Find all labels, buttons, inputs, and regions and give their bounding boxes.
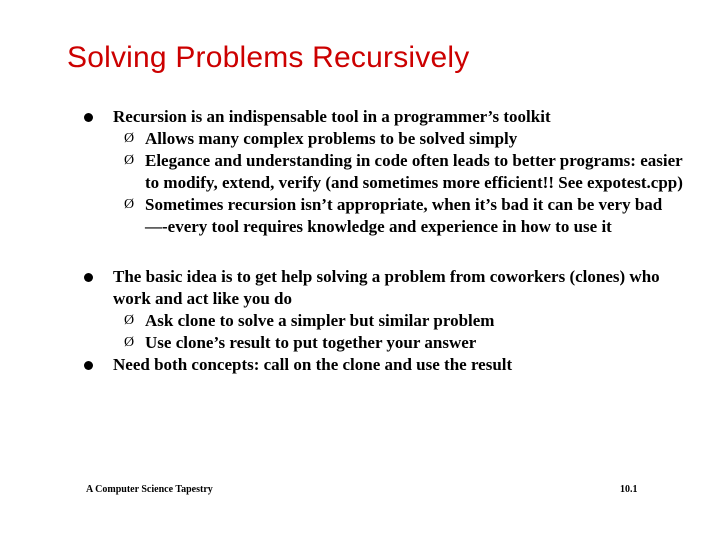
footer-book-title: A Computer Science Tapestry: [86, 484, 213, 495]
arrow-bullet-icon: Ø: [124, 197, 135, 212]
arrow-bullet-icon: Ø: [124, 313, 135, 328]
bullet-text: Need both concepts: call on the clone and use the result: [113, 355, 513, 374]
arrow-bullet-icon: Ø: [124, 335, 135, 350]
bullet-item: [84, 266, 684, 310]
bullet-dot-icon: [84, 273, 93, 282]
footer-slide-number: 10.1: [620, 484, 638, 495]
bullet-dot-icon: [84, 113, 93, 122]
sub-bullet-text: Ask clone to solve a simpler but similar problem: [145, 311, 495, 330]
bullet-dot-icon: [84, 361, 93, 370]
sub-bullet-item: [84, 332, 684, 354]
sub-bullet-item: [84, 310, 684, 332]
bullet-item: [84, 106, 684, 128]
sub-bullet-text: Use clone’s result to put together your answer: [145, 333, 477, 352]
bullet-text: The basic idea is to get help solving a problem from coworkers (clones) who work and act like you do: [113, 267, 660, 308]
bullet-item: [84, 354, 684, 376]
sub-bullet-text: Sometimes recursion isn’t appropriate, when it’s bad it can be very bad—-every tool requires knowledge and experience in how to use it: [145, 195, 663, 236]
slide-title: Solving Problems Recursively: [67, 41, 470, 74]
sub-bullet-item: [84, 128, 684, 150]
sub-bullet-text: Elegance and understanding in code often leads to better programs: easier to modify, extend, verify (and sometimes more efficient!! See expotest.cpp): [145, 151, 683, 192]
arrow-bullet-icon: Ø: [124, 131, 135, 146]
sub-bullet-text: Allows many complex problems to be solved simply: [145, 129, 518, 148]
bullet-text: Recursion is an indispensable tool in a programmer’s toolkit: [113, 107, 551, 126]
arrow-bullet-icon: Ø: [124, 153, 135, 168]
spacer: [84, 238, 684, 266]
slide-body: [84, 106, 684, 376]
sub-bullet-item: [84, 194, 684, 238]
sub-bullet-item: [84, 150, 684, 194]
